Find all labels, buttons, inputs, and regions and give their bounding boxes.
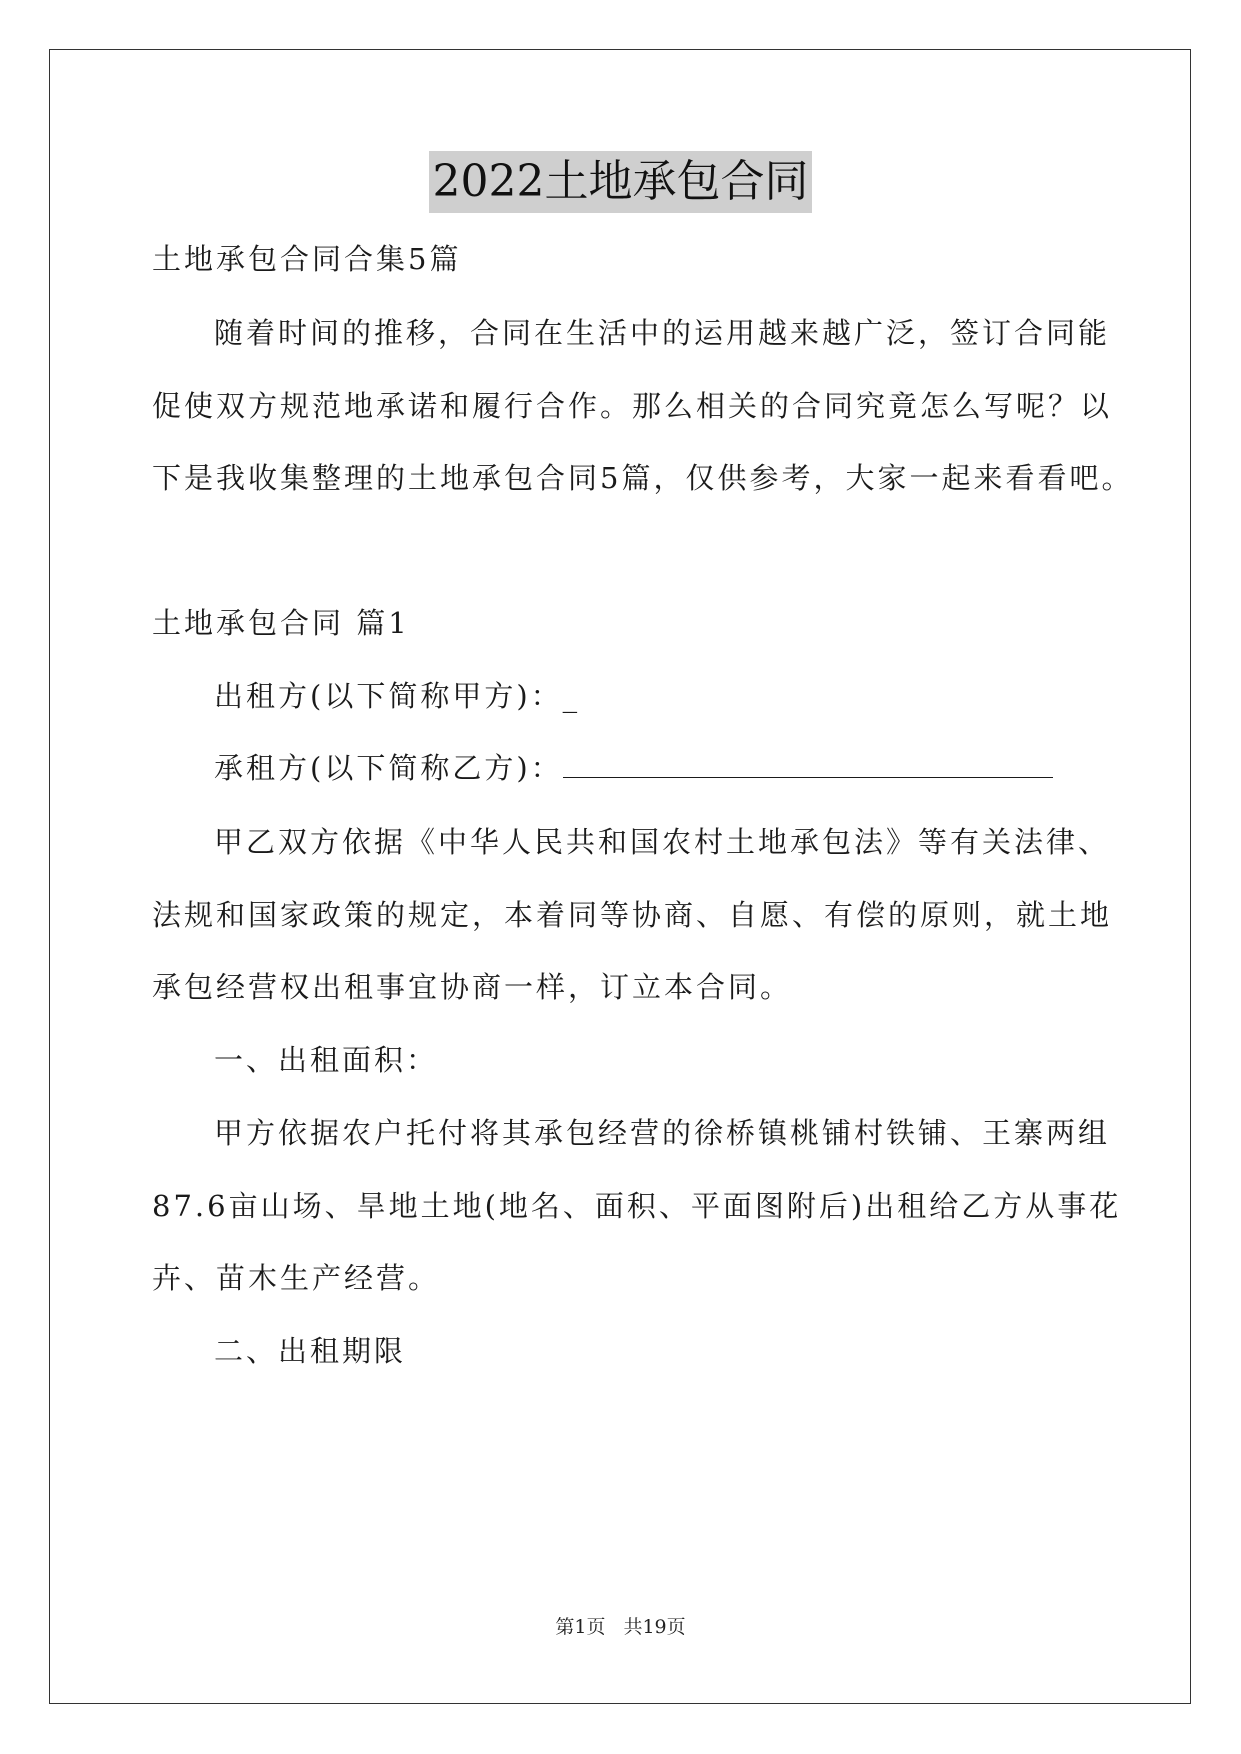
- page-number: 第1页: [555, 1616, 606, 1638]
- lessor-line: 出租方(以下简称甲方)：_: [214, 679, 581, 713]
- clause2-heading: 二、出租期限: [214, 1334, 407, 1368]
- lessee-line: [214, 748, 1053, 788]
- lessee-blank: [563, 749, 1053, 778]
- basis-line-2: 法规和国家政策的规定，本着同等协商、自愿、有偿的原则，就土地: [152, 898, 1113, 932]
- document-title: 2022土地承包合同: [429, 151, 813, 213]
- clause1-heading: 一、出租面积：: [214, 1043, 439, 1077]
- clause1-line-2: 87.6亩山场、旱地土地(地名、面积、平面图附后)出租给乙方从事花: [152, 1189, 1122, 1223]
- intro-line-1: 随着时间的推移，合同在生活中的运用越来越广泛，签订合同能: [214, 316, 1111, 350]
- page-total: 共19页: [623, 1616, 686, 1638]
- title-block: [0, 151, 1241, 213]
- intro-line-2: 促使双方规范地承诺和履行合作。那么相关的合同究竟怎么写呢？以: [152, 389, 1113, 423]
- clause1-line-3: 卉、苗木生产经营。: [152, 1261, 441, 1295]
- lessee-label: 承租方(以下简称乙方)：: [214, 751, 563, 785]
- basis-line-3: 承包经营权出租事宜协商一样，订立本合同。: [152, 970, 793, 1004]
- clause1-line-1: 甲方依据农户托付将其承包经营的徐桥镇桃铺村铁铺、王寨两组: [214, 1116, 1111, 1150]
- page-footer: [0, 1612, 1241, 1639]
- intro-line-3: 下是我收集整理的土地承包合同5篇，仅供参考，大家一起来看看吧。: [152, 461, 1134, 495]
- section-heading: 土地承包合同 篇1: [152, 606, 410, 640]
- document-subtitle: 土地承包合同合集5篇: [152, 242, 462, 276]
- page-border: [49, 49, 1191, 1704]
- basis-line-1: 甲乙双方依据《中华人民共和国农村土地承包法》等有关法律、: [214, 825, 1111, 859]
